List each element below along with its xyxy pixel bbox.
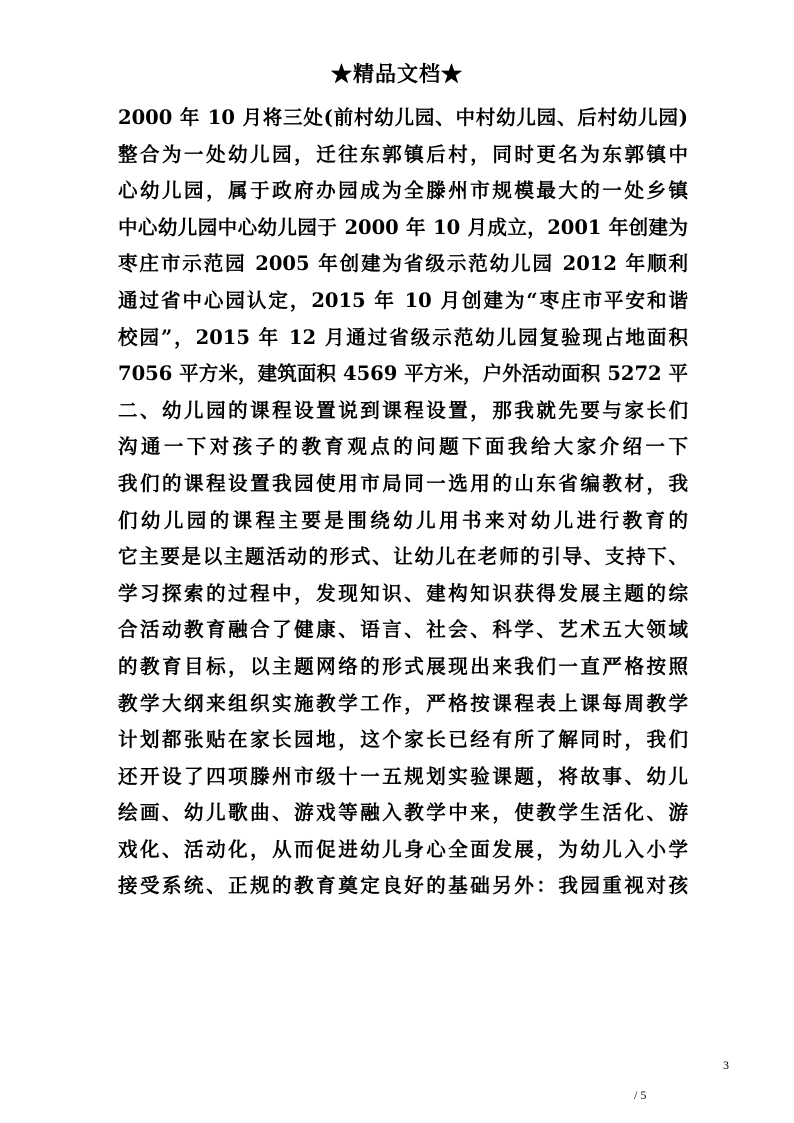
body-line-21: 戏化、活动化，从而促进幼儿身心全面发展，为幼儿入小学 — [118, 837, 688, 861]
body-line-9: 二、幼儿园的课程设置说到课程设置，那我就先要与家长们 — [118, 398, 688, 422]
page-number: 3 — [723, 1058, 729, 1072]
document-header-title: ★精品文档★ — [331, 61, 463, 86]
body-line-15: 合活动教育融合了健康、语言、社会、科学、艺术五大领域 — [118, 618, 688, 642]
body-line-20: 绘画、幼儿歌曲、游戏等融入教学中来，使教学生活化、游 — [118, 801, 688, 825]
body-line-18: 计划都张贴在家长园地，这个家长已经有所了解同时，我们 — [118, 728, 688, 752]
body-line-17: 教学大纲来组织实施教学工作，严格按课程表上课每周教学 — [118, 691, 688, 715]
body-line-22: 接受系统、正规的教育奠定良好的基础另外：我园重视对孩 — [118, 874, 688, 898]
body-line-8: 7056 平方米，建筑面积 4569 平方米，户外活动面积 5272 平 — [118, 362, 688, 386]
body-line-14: 学习探索的过程中，发现知识、建构知识获得发展主题的综 — [118, 581, 688, 605]
body-line-1: 2000 年 10 月将三处(前村幼儿园、中村幼儿园、后村幼儿园) — [118, 106, 688, 129]
body-line-4: 中心幼儿园中心幼儿园于 2000 年 10 月成立，2001 年创建为 — [118, 215, 688, 239]
body-line-12: 们幼儿园的课程主要是围绕幼儿用书来对幼儿进行教育的 — [118, 508, 688, 532]
body-line-16: 的教育目标，以主题网络的形式展现出来我们一直严格按照 — [118, 654, 688, 678]
body-line-2: 整合为一处幼儿园，迁往东郭镇后村，同时更名为东郭镇中 — [118, 142, 688, 166]
body-line-3: 心幼儿园，属于政府办园成为全滕州市规模最大的一处乡镇 — [118, 179, 688, 203]
body-line-6: 通过省中心园认定，2015 年 10 月创建为“枣庄市平安和谐 — [118, 288, 688, 312]
page-total: / 5 — [634, 1088, 647, 1102]
body-line-11: 我们的课程设置我园使用市局同一选用的山东省编教材，我 — [118, 471, 688, 495]
body-line-13: 它主要是以主题活动的形式、让幼儿在老师的引导、支持下、 — [118, 545, 688, 569]
document-body — [118, 100, 688, 905]
body-line-10: 沟通一下对孩子的教育观点的问题下面我给大家介绍一下 — [118, 435, 688, 459]
body-line-5: 枣庄市示范园 2005 年创建为省级示范幼儿园 2012 年顺利 — [118, 252, 688, 276]
body-line-7: 校园”，2015 年 12 月通过省级示范幼儿园复验现占地面积 — [118, 325, 688, 349]
body-line-19: 还开设了四项滕州市级十一五规划实验课题，将故事、幼儿 — [118, 764, 688, 788]
